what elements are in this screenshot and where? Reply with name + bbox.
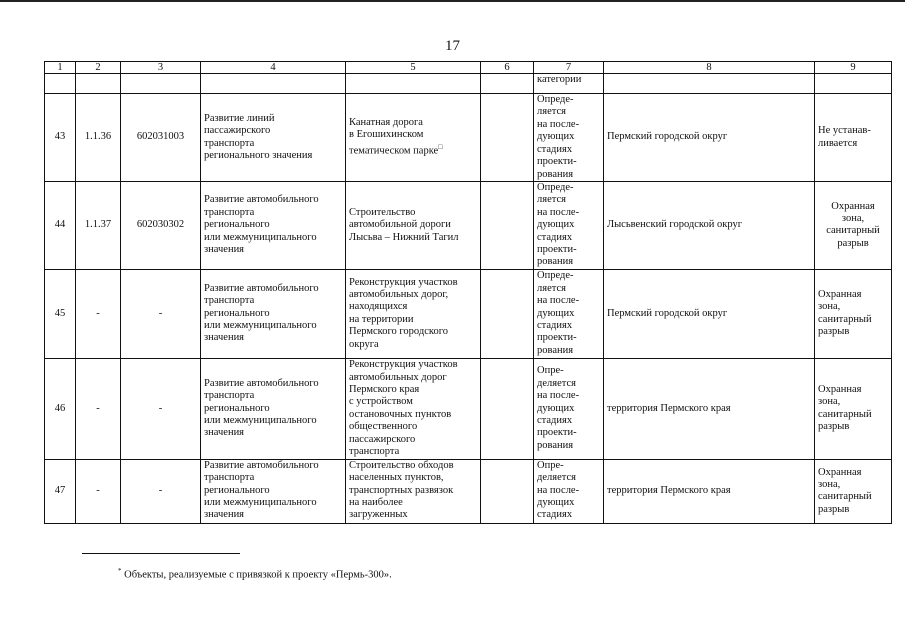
footnote-text: Объекты, реализуемые с привязкой к проекту «Пермь-300».: [121, 569, 392, 581]
footnote: [118, 565, 392, 582]
row-location: Пермский городской округ: [604, 94, 815, 182]
continuation-stage: категории: [534, 74, 604, 94]
row-object: Канатная дорога в Егошихинском тематическом парке: [349, 116, 439, 157]
row-code: -: [76, 459, 121, 523]
row-purpose: Развитие автомобильного транспорта регионального или межмуниципального значения: [201, 182, 346, 270]
row-code: -: [76, 358, 121, 459]
continuation-row: [45, 74, 892, 94]
footnote-separator: [82, 553, 240, 554]
row-purpose: Развитие автомобильного транспорта регионального или межмуниципального значения: [201, 459, 346, 523]
row-zone: Не устанав- ливается: [815, 94, 892, 182]
row-stage: Опреде- ляется на после- дующих стадиях проекти- рования: [534, 269, 604, 358]
row-stage: Опре- деляется на после- дующих стадиях проекти- рования: [534, 358, 604, 459]
row-object: Реконструкция участков автомобильных дорог Пермского края с устройством остановочных пунктов общественного пассажирского транспорта: [346, 358, 481, 459]
row-zone: Охранная зона, санитарный разрыв: [815, 269, 892, 358]
row-number: 47: [45, 459, 76, 523]
col-header-1: 1: [45, 62, 76, 74]
row-col6: [481, 269, 534, 358]
row-purpose: Развитие автомобильного транспорта регионального или межмуниципального значения: [201, 358, 346, 459]
table-row: [45, 269, 892, 358]
col-header-4: 4: [201, 62, 346, 74]
column-number-row: [45, 62, 892, 74]
row-zone: Охранная зона, санитарный разрыв: [815, 358, 892, 459]
row-id: -: [121, 358, 201, 459]
col-header-3: 3: [121, 62, 201, 74]
col-header-5: 5: [346, 62, 481, 74]
row-zone: Охранная зона, санитарный разрыв: [815, 459, 892, 523]
row-stage: Опре- деляется на после- дующих стадиях: [534, 459, 604, 523]
row-location: Пермский городской округ: [604, 269, 815, 358]
row-stage: Опреде- ляется на после- дующих стадиях проекти- рования: [534, 182, 604, 270]
row-purpose: Развитие автомобильного транспорта регионального или межмуниципального значения: [201, 269, 346, 358]
col-header-8: 8: [604, 62, 815, 74]
row-code: -: [76, 269, 121, 358]
row-id: -: [121, 269, 201, 358]
table-row: [45, 182, 892, 270]
row-col6: [481, 94, 534, 182]
page-number: 17: [445, 38, 460, 54]
footnote-reference-mark: □: [438, 143, 443, 152]
row-number: 43: [45, 94, 76, 182]
table-row: [45, 94, 892, 182]
row-purpose: Развитие линий пассажирского транспорта регионального значения: [201, 94, 346, 182]
table-row: [45, 459, 892, 523]
objects-table: [44, 61, 892, 524]
row-stage: Опреде- ляется на после- дующих стадиях проекти- рования: [534, 94, 604, 182]
col-header-2: 2: [76, 62, 121, 74]
col-header-6: 6: [481, 62, 534, 74]
row-location: территория Пермского края: [604, 459, 815, 523]
row-object-cell: [346, 94, 481, 182]
row-number: 44: [45, 182, 76, 270]
page-top-border: [0, 0, 905, 2]
col-header-9: 9: [815, 62, 892, 74]
row-id: 602030302: [121, 182, 201, 270]
row-object: Реконструкция участков автомобильных дорог, находящихся на территории Пермского городского округа: [346, 269, 481, 358]
row-number: 46: [45, 358, 76, 459]
table-row: [45, 358, 892, 459]
row-code: 1.1.37: [76, 182, 121, 270]
row-number: 45: [45, 269, 76, 358]
col-header-7: 7: [534, 62, 604, 74]
row-col6: [481, 459, 534, 523]
footnote-mark: *: [118, 567, 122, 575]
row-col6: [481, 358, 534, 459]
row-object: Строительство обходов населенных пунктов, транспортных развязок на наиболее загруженных: [346, 459, 481, 523]
row-id: 602031003: [121, 94, 201, 182]
row-location: Лысьвенский городской округ: [604, 182, 815, 270]
row-code: 1.1.36: [76, 94, 121, 182]
row-object: Строительство автомобильной дороги Лысьва – Нижний Тагил: [346, 182, 481, 270]
row-zone: Охранная зона, санитарный разрыв: [815, 182, 892, 270]
row-location: территория Пермского края: [604, 358, 815, 459]
row-col6: [481, 182, 534, 270]
row-id: -: [121, 459, 201, 523]
